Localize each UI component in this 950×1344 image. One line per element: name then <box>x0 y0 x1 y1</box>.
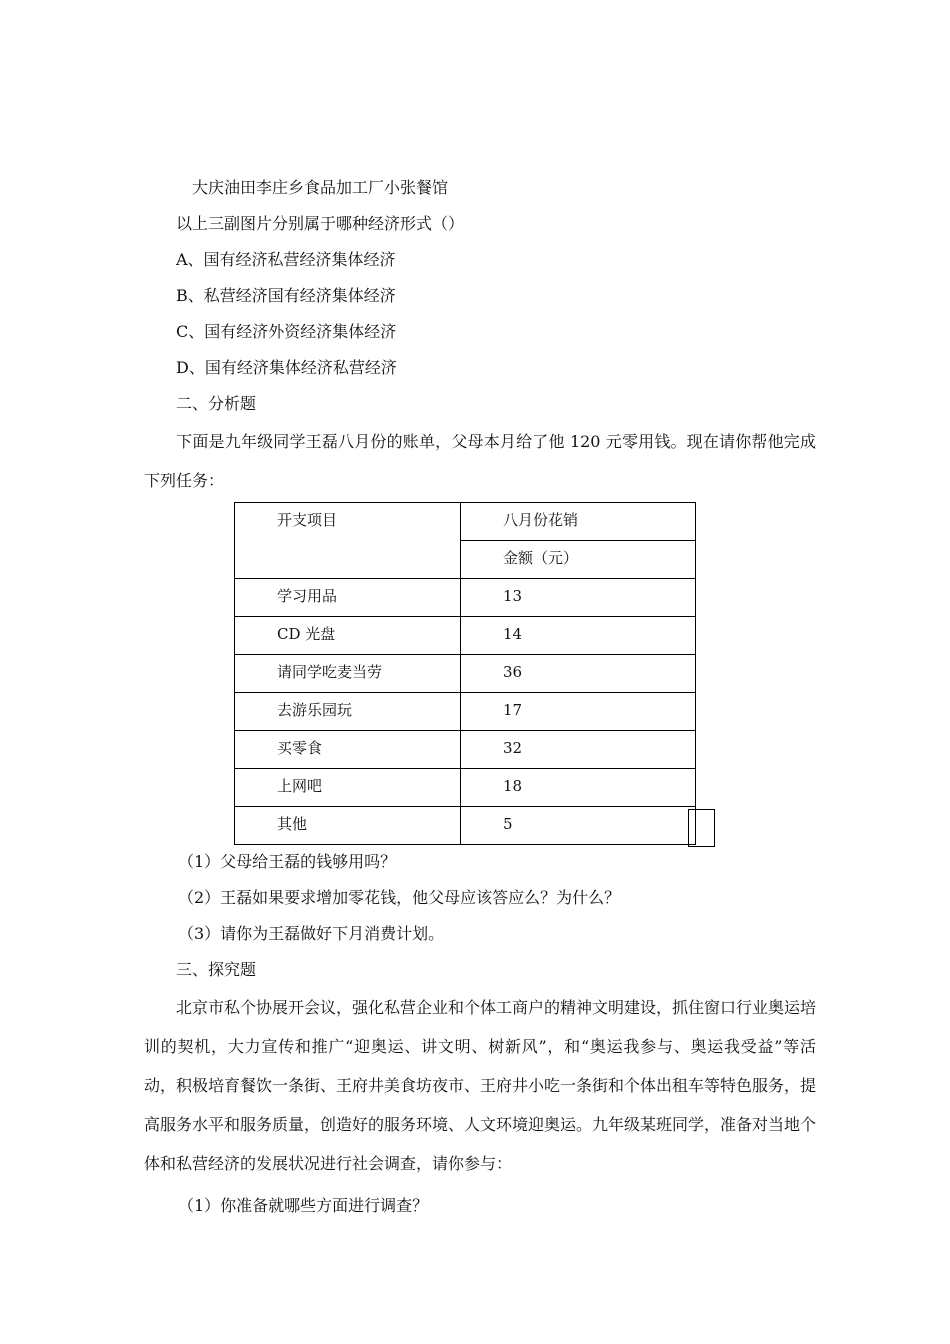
inquiry-paragraph <box>144 988 816 1183</box>
row-item: 上网吧 <box>235 769 461 807</box>
question-text: 以上三副图片分别属于哪种经济形式（） <box>176 214 465 233</box>
row-amount: 13 <box>461 579 696 617</box>
table-row <box>235 617 696 655</box>
expense-table <box>234 502 696 845</box>
section-title-inquiry: 三、探究题 <box>176 960 257 979</box>
header-month: 八月份花销 <box>461 503 696 541</box>
inquiry-paragraph-text: 北京市私个协展开会议，强化私营企业和个体工商户的精神文明建设，抓住窗口行业奥运培训的契机，大力宣传和推广“迎奥运、讲文明、树新风”，和“奥运我参与、奥运我受益”等活动，积极培育餐饮一条街、王府井美食坊夜市、王府井小吃一条街和个体出租车等特色服务，提高服务水平和服务质量，创造好的服务环境、人文环境迎奥运。九年级某班同学，准备对当地个体和私营经济的发展状况进行社会调查，请你参与： <box>144 998 817 1173</box>
row-item: 请同学吃麦当劳 <box>235 655 461 693</box>
option-a: A、国有经济私营经济集体经济 <box>176 250 396 269</box>
option-d: D、国有经济集体经济私营经济 <box>176 358 397 377</box>
analysis-intro <box>144 422 816 500</box>
table-row <box>235 655 696 693</box>
table-header-row <box>235 503 696 541</box>
option-c: C、国有经济外资经济集体经济 <box>176 322 397 341</box>
analysis-question-1: （1）父母给王磊的钱够用吗？ <box>178 852 397 871</box>
table-extra-cell <box>688 809 715 847</box>
table-row <box>235 579 696 617</box>
row-amount: 36 <box>461 655 696 693</box>
analysis-question-2: （2）王磊如果要求增加零花钱，他父母应该答应么？为什么？ <box>178 888 621 907</box>
row-amount: 18 <box>461 769 696 807</box>
option-b: B、私营经济国有经济集体经济 <box>176 286 396 305</box>
section-title-analysis: 二、分析题 <box>176 394 257 413</box>
analysis-question-3: （3）请你为王磊做好下月消费计划。 <box>178 924 445 943</box>
row-amount: 17 <box>461 693 696 731</box>
table-row <box>235 769 696 807</box>
image-caption: 大庆油田李庄乡食品加工厂小张餐馆 <box>192 178 449 197</box>
row-amount: 5 <box>461 807 696 845</box>
row-amount: 14 <box>461 617 696 655</box>
row-item: 学习用品 <box>235 579 461 617</box>
header-item: 开支项目 <box>235 503 461 579</box>
row-item: 买零食 <box>235 731 461 769</box>
row-item: 其他 <box>235 807 461 845</box>
inquiry-question-1: （1）你准备就哪些方面进行调查？ <box>178 1196 429 1215</box>
table-row <box>235 693 696 731</box>
row-amount: 32 <box>461 731 696 769</box>
table-row <box>235 807 696 845</box>
table-row <box>235 731 696 769</box>
row-item: CD 光盘 <box>235 617 461 655</box>
row-item: 去游乐园玩 <box>235 693 461 731</box>
header-amount: 金额（元） <box>461 541 696 579</box>
analysis-intro-text: 下面是九年级同学王磊八月份的账单，父母本月给了他 120 元零用钱。现在请你帮他完成下列任务： <box>144 432 816 490</box>
